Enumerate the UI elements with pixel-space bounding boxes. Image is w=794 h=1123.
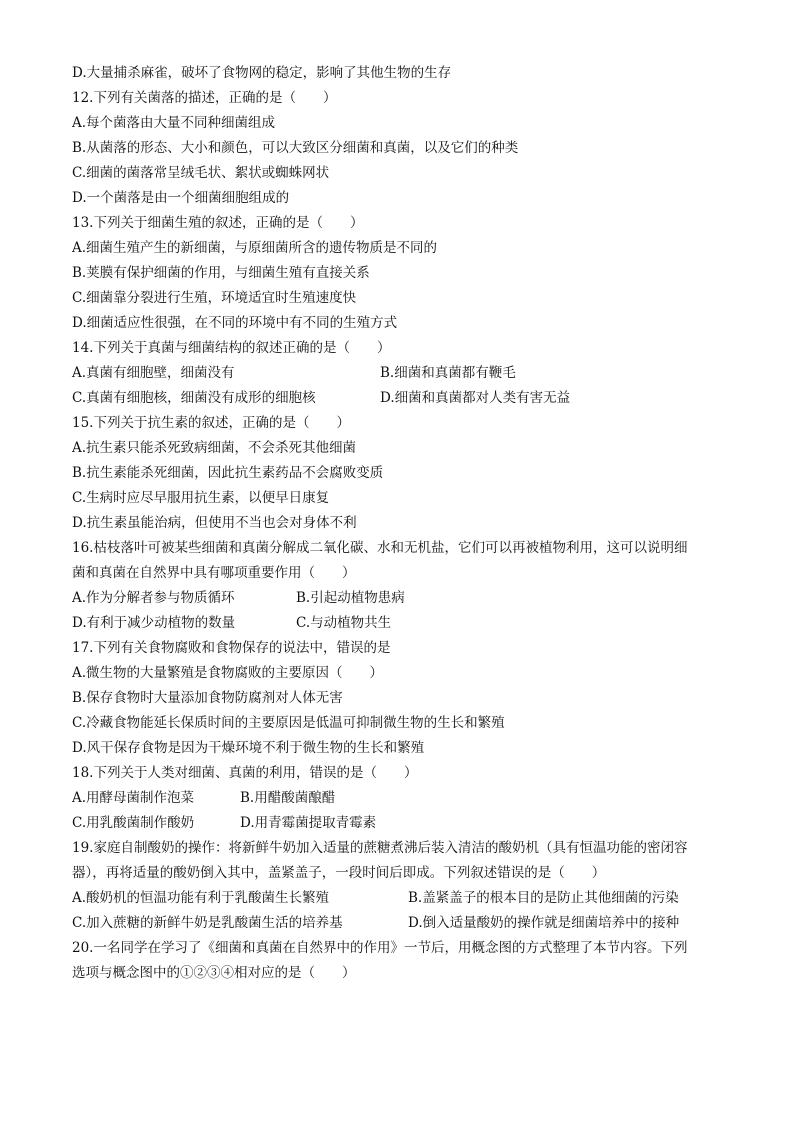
q15-stem: 15.下列关于抗生素的叙述，正确的是（ ） (72, 415, 350, 431)
q16-stem-line1: 16.枯枝落叶可被某些细菌和真菌分解成二氧化碳、水和无机盐，它们可以再被植物利用，这可以说明细 (72, 540, 688, 556)
q14-option-c: C.真菌有细胞核，细菌没有成形的细胞核 (72, 390, 316, 406)
q13-option-c: C.细菌靠分裂进行生殖，环境适宜时生殖速度快 (72, 290, 357, 306)
q17-stem: 17.下列有关食物腐败和食物保存的说法中，错误的是 (72, 640, 391, 656)
q13-option-a: A.细菌生殖产生的新细菌，与原细菌所含的遗传物质是不同的 (72, 240, 438, 256)
q14-stem: 14.下列关于真菌与细菌结构的叙述正确的是（ ） (72, 340, 391, 356)
q18-option-a: A.用酵母菌制作泡菜 (72, 790, 195, 806)
q11-option-d: D.大量捕杀麻雀，破坏了食物网的稳定，影响了其他生物的生存 (72, 65, 452, 81)
q16-option-c: C.与动植物共生 (296, 615, 392, 631)
q14-option-a: A.真菌有细胞壁，细菌没有 (72, 365, 235, 381)
q13-stem: 13.下列关于细菌生殖的叙述，正确的是（ ） (72, 215, 364, 231)
q18-option-d: D.用青霉菌提取青霉素 (240, 815, 377, 831)
q16-stem-line2: 菌和真菌在自然界中具有哪项重要作用（ ） (72, 565, 356, 581)
q15-option-b: B.抗生素能杀死细菌，因此抗生素药品不会腐败变质 (72, 465, 384, 481)
q17-option-a: A.微生物的大量繁殖是食物腐败的主要原因（ ） (72, 665, 384, 681)
q17-option-b: B.保存食物时大量添加食物防腐剂对人体无害 (72, 690, 343, 706)
q15-option-d: D.抗生素虽能治病，但使用不当也会对身体不利 (72, 515, 357, 531)
q16-option-d: D.有利于减少动植物的数量 (72, 615, 236, 631)
q15-option-a: A.抗生素只能杀死致病细菌，不会杀死其他细菌 (72, 440, 357, 456)
q13-option-b: B.荚膜有保护细菌的作用，与细菌生殖有直接关系 (72, 265, 370, 281)
q19-option-a: A.酸奶机的恒温功能有利于乳酸菌生长繁殖 (72, 890, 330, 906)
q12-option-d: D.一个菌落是由一个细菌细胞组成的 (72, 190, 290, 206)
q19-option-b: B.盖紧盖子的根本目的是防止其他细菌的污染 (408, 890, 679, 906)
q16-option-b: B.引起动植物患病 (296, 590, 405, 606)
q12-stem: 12.下列有关菌落的描述，正确的是（ ） (72, 90, 337, 106)
q19-option-c: C.加入蔗糖的新鲜牛奶是乳酸菌生活的培养基 (72, 915, 343, 931)
q19-stem-line2: 器），再将适量的酸奶倒入其中，盖紧盖子，一段时间后即成。下列叙述错误的是（ ） (72, 865, 606, 881)
q19-option-d: D.倒入适量酸奶的操作就是细菌培养中的接种 (408, 915, 680, 931)
q14-option-d: D.细菌和真菌都对人类有害无益 (380, 390, 571, 406)
q18-option-c: C.用乳酸菌制作酸奶 (72, 815, 195, 831)
q19-stem-line1: 19.家庭自制酸奶的操作：将新鲜牛奶加入适量的蔗糖煮沸后装入清洁的酸奶机（具有恒温功能的密闭容 (72, 840, 688, 856)
q18-stem: 18.下列关于人类对细菌、真菌的利用，错误的是（ ） (72, 765, 418, 781)
q12-option-c: C.细菌的菌落常呈绒毛状、絮状或蜘蛛网状 (72, 165, 330, 181)
q17-option-d: D.风干保存食物是因为干燥环境不利于微生物的生长和繁殖 (72, 740, 425, 756)
q20-stem-line1: 20.一名同学在学习了《细菌和真菌在自然界中的作用》一节后，用概念图的方式整理了本节内容。下列 (72, 940, 688, 956)
q15-option-c: C.生病时应尽早服用抗生素，以便早日康复 (72, 490, 330, 506)
q13-option-d: D.细菌适应性很强，在不同的环境中有不同的生殖方式 (72, 315, 398, 331)
q16-option-a: A.作为分解者参与物质循环 (72, 590, 235, 606)
q18-option-b: B.用醋酸菌酿醋 (240, 790, 336, 806)
q17-option-c: C.冷藏食物能延长保质时间的主要原因是低温可抑制微生物的生长和繁殖 (72, 715, 505, 731)
q12-option-a: A.每个菌落由大量不同种细菌组成 (72, 115, 276, 131)
q20-stem-line2: 选项与概念图中的①②③④相对应的是（ ） (72, 965, 356, 981)
q12-option-b: B.从菌落的形态、大小和颜色，可以大致区分细菌和真菌，以及它们的种类 (72, 140, 519, 156)
q14-option-b: B.细菌和真菌都有鞭毛 (380, 365, 516, 381)
